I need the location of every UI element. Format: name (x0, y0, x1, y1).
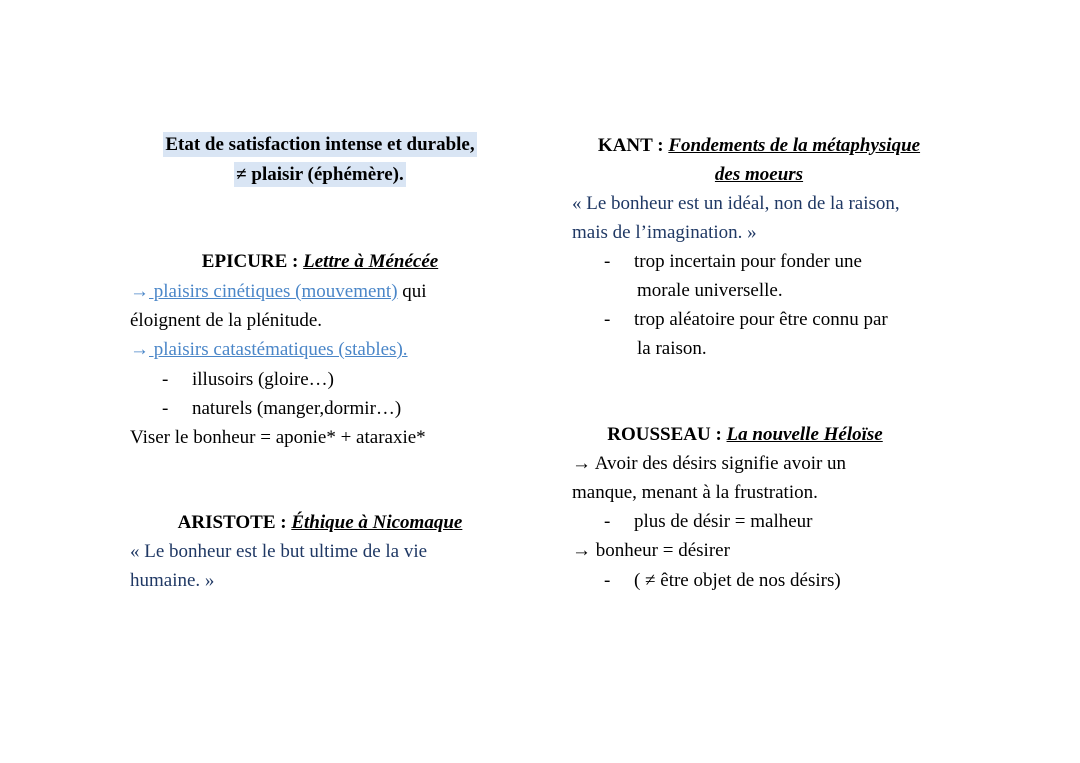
epicure-kinetic-line (130, 277, 427, 306)
definition-line-1 (130, 130, 510, 159)
epicure-work: Lettre à Ménécée (303, 251, 439, 272)
bullet-dash: - (162, 369, 169, 390)
kant-name: KANT : (597, 135, 664, 156)
bullet-dash: - (604, 309, 611, 330)
kant-work-2: des moeurs (714, 164, 804, 185)
rousseau-line-3: → bonheur = désirer (572, 540, 730, 561)
aristote-quote-1: « Le bonheur est le but ultime de la vie (130, 541, 428, 562)
kant-quote-2: mais de l’imagination. » (572, 222, 757, 243)
static-pleasures-link[interactable]: plaisirs catastématiques (stables). (149, 339, 408, 360)
epicure-bullet (162, 394, 401, 423)
rousseau-heading (572, 420, 918, 449)
rousseau-line-1: → Avoir des désirs signifie avoir un (572, 453, 847, 474)
kant-heading (572, 131, 946, 160)
bullet-text: naturels (manger,dormir…) (192, 398, 402, 419)
bullet-text: trop aléatoire pour être connu par (634, 309, 888, 330)
epicure-heading (130, 247, 510, 276)
bullet-dash: - (162, 398, 169, 419)
aristote-name: ARISTOTE : (177, 512, 287, 533)
kant-heading-2 (572, 160, 946, 189)
kant-bullet-cont: la raison. (637, 338, 707, 359)
aristote-work: Éthique à Nicomaque (291, 512, 463, 533)
rousseau-bullet (604, 566, 841, 595)
aristote-heading (130, 508, 510, 537)
arrow-icon: → (130, 281, 149, 302)
kant-bullet (604, 305, 888, 334)
bullet-text: ( ≠ être objet de nos désirs) (634, 570, 841, 591)
definition-line-2 (130, 160, 510, 189)
bullet-text: trop incertain pour fonder une (634, 251, 862, 272)
definition-text-1: Etat de satisfaction intense et durable, (165, 134, 475, 155)
kant-work-1: Fondements de la métaphysique (668, 135, 921, 156)
bullet-dash: - (604, 570, 611, 591)
kinetic-rest: qui (397, 281, 427, 302)
bullet-dash: - (604, 511, 611, 532)
bullet-text: plus de désir = malheur (634, 511, 813, 532)
definition-text-2: ≠ plaisir (éphémère). (236, 164, 404, 185)
aristote-quote-2: humaine. » (130, 570, 215, 591)
kant-quote-1: « Le bonheur est un idéal, non de la raison, (572, 193, 900, 214)
bullet-text: illusoirs (gloire…) (192, 369, 334, 390)
epicure-conclusion: Viser le bonheur = aponie* + ataraxie* (130, 427, 426, 448)
epicure-kinetic-line-2: éloignent de la plénitude. (130, 310, 323, 331)
rousseau-bullet (604, 507, 813, 536)
kinetic-pleasures-link[interactable]: plaisirs cinétiques (mouvement) (149, 281, 398, 302)
epicure-static-line (130, 335, 408, 364)
kant-bullet-cont: morale universelle. (637, 280, 783, 301)
rousseau-work: La nouvelle Héloïse (726, 424, 883, 445)
arrow-icon: → (130, 339, 149, 360)
epicure-bullet (162, 365, 334, 394)
rousseau-line-2: manque, menant à la frustration. (572, 482, 818, 503)
bullet-dash: - (604, 251, 611, 272)
rousseau-name: ROUSSEAU : (607, 424, 722, 445)
kant-bullet (604, 247, 862, 276)
epicure-name: EPICURE : (201, 251, 299, 272)
